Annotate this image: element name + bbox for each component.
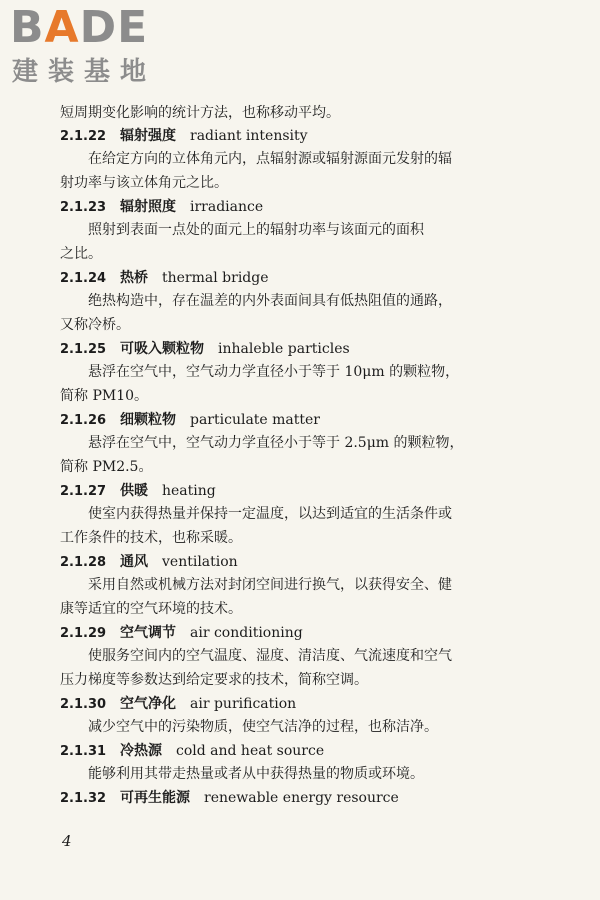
term-number: 2.1.25	[60, 342, 107, 357]
term-heading	[60, 787, 530, 809]
term-chinese: 辐射照度	[120, 199, 176, 215]
definition-line: 简称 PM2.5。	[60, 459, 153, 475]
term-chinese: 细颗粒物	[120, 412, 176, 428]
term-chinese: 供暖	[120, 483, 148, 499]
term-number: 2.1.28	[60, 555, 107, 570]
term-chinese: 热桥	[120, 270, 148, 286]
term-definition	[60, 715, 530, 739]
definition-line: 在给定方向的立体角元内，点辐射源或辐射源面元发射的辐	[88, 151, 452, 167]
term-number: 2.1.23	[60, 200, 107, 215]
term-heading	[60, 480, 530, 502]
definition-line: 工作条件的技术，也称采暖。	[60, 530, 242, 546]
term-heading	[60, 409, 530, 431]
term-heading	[60, 338, 530, 360]
term-heading	[60, 622, 530, 644]
term-definition	[60, 762, 530, 786]
term-english: air purification	[190, 696, 297, 712]
definition-line: 采用自然或机械方法对封闭空间进行换气，以获得安全、健	[88, 577, 452, 593]
definition-line: 悬浮在空气中，空气动力学直径小于等于 2.5μm 的颗粒物，	[88, 435, 464, 451]
term-definition	[60, 218, 530, 266]
term-english: ventilation	[162, 554, 238, 570]
term-definition	[60, 289, 530, 337]
term-number: 2.1.30	[60, 697, 107, 712]
term-heading	[60, 196, 530, 218]
definition-line: 简称 PM10。	[60, 388, 149, 404]
definition-line: 射功率与该立体角元之比。	[60, 175, 228, 191]
lead-line: 短周期变化影响的统计方法，也称移动平均。	[60, 105, 340, 121]
definition-line: 康等适宜的空气环境的技术。	[60, 601, 242, 617]
term-number: 2.1.32	[60, 791, 107, 806]
definition-line: 悬浮在空气中，空气动力学直径小于等于 10μm 的颗粒物，	[88, 364, 460, 380]
term-number: 2.1.22	[60, 129, 107, 144]
term-heading	[60, 740, 530, 762]
bade-logo	[10, 4, 180, 88]
definition-line: 使室内获得热量并保持一定温度，以达到适宜的生活条件或	[88, 506, 452, 522]
term-english: particulate matter	[190, 412, 320, 428]
term-heading	[60, 693, 530, 715]
term-definition	[60, 147, 530, 195]
term-english: air conditioning	[190, 625, 303, 641]
definition-line: 减少空气中的污染物质，使空气洁净的过程，也称洁净。	[88, 719, 438, 735]
definition-line: 又称冷桥。	[60, 317, 130, 333]
term-english: radiant intensity	[190, 128, 308, 144]
logo-wordmark: BADE	[10, 2, 149, 53]
term-english: irradiance	[190, 199, 264, 215]
term-english: heating	[162, 483, 216, 499]
definition-line: 之比。	[60, 246, 102, 262]
term-number: 2.1.29	[60, 626, 107, 641]
term-english: inhaleble particles	[218, 341, 350, 357]
term-heading	[60, 125, 530, 147]
term-definition	[60, 644, 530, 692]
term-chinese: 空气调节	[120, 625, 176, 641]
page-number: 4	[62, 832, 72, 850]
definition-line: 照射到表面一点处的面元上的辐射功率与该面元的面积	[88, 222, 424, 238]
term-english: renewable energy resource	[204, 790, 399, 806]
term-english: cold and heat source	[176, 743, 325, 759]
term-number: 2.1.31	[60, 744, 107, 759]
term-number: 2.1.24	[60, 271, 107, 286]
term-definition	[60, 360, 530, 408]
document-body	[60, 101, 530, 809]
logo-subtitle: 建装基地	[12, 57, 157, 87]
definition-line: 使服务空间内的空气温度、湿度、清洁度、气流速度和空气	[88, 648, 452, 664]
term-heading	[60, 267, 530, 289]
term-chinese: 可再生能源	[120, 790, 190, 806]
term-definition	[60, 502, 530, 550]
definition-line: 能够利用其带走热量或者从中获得热量的物质或环境。	[88, 766, 424, 782]
term-number: 2.1.26	[60, 413, 107, 428]
term-chinese: 空气净化	[120, 696, 176, 712]
term-chinese: 可吸入颗粒物	[120, 341, 204, 357]
term-entries	[60, 125, 530, 809]
term-chinese: 通风	[120, 554, 148, 570]
term-english: thermal bridge	[162, 270, 269, 286]
term-number: 2.1.27	[60, 484, 107, 499]
definition-line: 绝热构造中，存在温差的内外表面间具有低热阻值的通路，	[88, 293, 452, 309]
term-definition	[60, 431, 530, 479]
term-chinese: 辐射强度	[120, 128, 176, 144]
term-heading	[60, 551, 530, 573]
term-definition	[60, 573, 530, 621]
definition-line: 压力梯度等参数达到给定要求的技术，简称空调。	[60, 672, 368, 688]
term-chinese: 冷热源	[120, 743, 162, 759]
